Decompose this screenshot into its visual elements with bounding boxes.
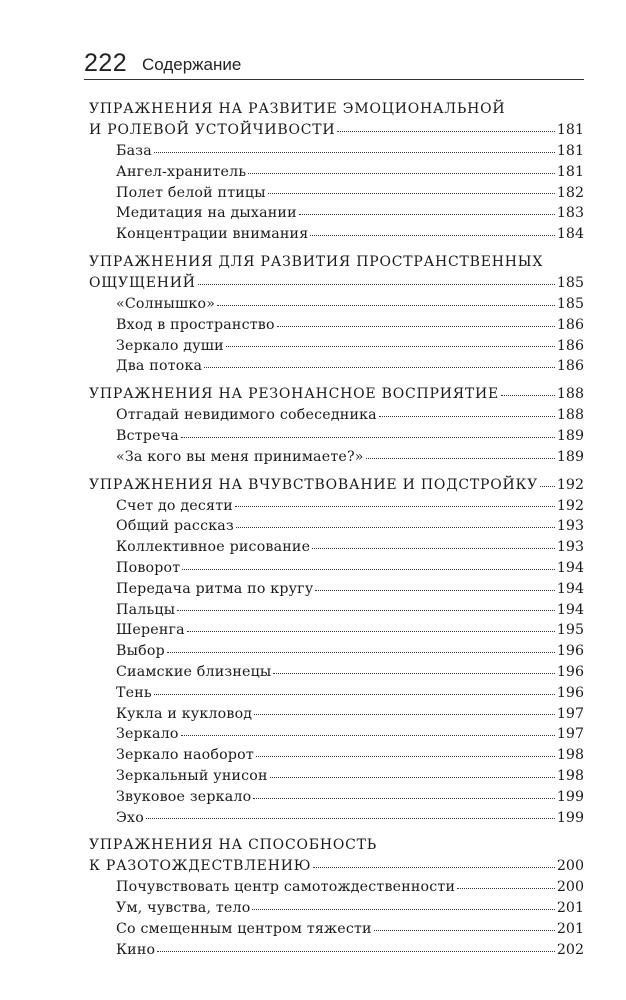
section-title: УПРАЖНЕНИЯ НА ВЧУВСТВОВАНИЕ И ПОДСТРОЙКУ [89, 476, 539, 493]
toc-section [89, 252, 584, 377]
entry-page-number: 181 [556, 163, 584, 180]
entry-title: Зеркальный унисон [116, 767, 268, 784]
dot-leader [313, 867, 555, 868]
section-title: ОЩУЩЕНИЙ [89, 274, 196, 291]
entry-page-number: 189 [556, 448, 584, 465]
entry-page-number: 194 [556, 601, 584, 618]
entry-page-number: 186 [556, 337, 584, 354]
entry-title: Тень [116, 684, 152, 701]
section-title: УПРАЖНЕНИЯ НА РЕЗОНАНСНОЕ ВОСПРИЯТИЕ [89, 386, 500, 403]
entry-page-number: 198 [556, 747, 584, 764]
entry-page-number: 197 [556, 705, 584, 722]
entry-page-number: 201 [556, 920, 584, 937]
entry-title: Пальцы [116, 601, 176, 618]
dot-leader [248, 173, 555, 174]
section-title: УПРАЖНЕНИЯ НА СПОСОБНОСТЬ [89, 837, 377, 854]
section-heading-line [89, 273, 584, 294]
toc-section [89, 475, 584, 829]
section-page-number: 185 [556, 274, 584, 291]
entry-page-number: 196 [556, 684, 584, 701]
page-header [84, 49, 584, 81]
entry-title: Звуковое зеркало [116, 788, 252, 805]
entry-page-number: 199 [556, 788, 584, 805]
entry-title: Кино [116, 941, 156, 958]
entry-page-number: 198 [556, 767, 584, 784]
entry-title: Передача ритма по кругу [116, 580, 314, 597]
toc-entry [89, 600, 584, 621]
dot-leader [167, 652, 555, 653]
entry-title: Выбор [116, 643, 165, 660]
toc-entry [89, 745, 584, 766]
toc-entry [89, 224, 584, 245]
dot-leader [310, 235, 555, 236]
dot-leader [540, 486, 555, 487]
dot-leader [270, 777, 555, 778]
toc-entry [89, 162, 584, 183]
entry-title: Полет белой птицы [116, 184, 266, 201]
entry-title: Зеркало [116, 726, 179, 743]
toc-entry [89, 405, 584, 426]
dot-leader [235, 506, 555, 507]
dot-leader [187, 631, 555, 632]
dot-leader [337, 131, 555, 132]
entry-page-number: 199 [556, 809, 584, 826]
toc-entry [89, 516, 584, 537]
toc-entry [89, 704, 584, 725]
dot-leader [181, 735, 555, 736]
dot-leader [374, 930, 555, 931]
entry-title: Со смещенным центром тяжести [116, 920, 372, 937]
entry-title: Отгадай невидимого собеседника [116, 407, 377, 424]
entry-page-number: 196 [556, 643, 584, 660]
section-heading-line [89, 384, 584, 405]
entry-title: Поворот [116, 559, 181, 576]
entry-page-number: 186 [556, 316, 584, 333]
toc-entry [89, 315, 584, 336]
entry-page-number: 201 [556, 900, 584, 917]
dot-leader [254, 714, 555, 715]
entry-title: Медитация на дыхании [116, 205, 297, 222]
entry-title: Общий рассказ [116, 518, 234, 535]
section-heading-line [89, 856, 584, 877]
toc-entry [89, 641, 584, 662]
section-heading-line [89, 835, 584, 856]
section-page-number: 200 [556, 858, 584, 875]
entry-title: Ум, чувства, тело [116, 900, 251, 917]
toc-entry [89, 683, 584, 704]
dot-leader [277, 326, 555, 327]
toc-entry [89, 940, 584, 961]
toc-entry [89, 724, 584, 745]
toc-entry [89, 877, 584, 898]
entry-title: Два потока [116, 358, 203, 375]
section-heading-line [89, 252, 584, 273]
entry-page-number: 189 [556, 427, 584, 444]
dot-leader [256, 756, 555, 757]
entry-title: «Солнышко» [116, 295, 216, 312]
entry-title: Почувствовать центр самотождественности [116, 879, 456, 896]
dot-leader [146, 818, 555, 819]
dot-leader [273, 673, 555, 674]
entry-title: Эхо [116, 809, 144, 826]
dot-leader [226, 346, 555, 347]
dot-leader [181, 437, 555, 438]
entry-page-number: 183 [556, 205, 584, 222]
toc-entry [89, 183, 584, 204]
toc-entry [89, 558, 584, 579]
entry-page-number: 197 [556, 726, 584, 743]
entry-page-number: 192 [556, 497, 584, 514]
dot-leader [154, 694, 555, 695]
dot-leader [501, 395, 555, 396]
dot-leader [268, 193, 555, 194]
dot-leader [252, 909, 554, 910]
entry-title: Зеркало души [116, 337, 224, 354]
toc-entry [89, 203, 584, 224]
section-heading-line [89, 99, 584, 120]
entry-title: Встреча [116, 427, 179, 444]
toc-section [89, 99, 584, 245]
section-title: УПРАЖНЕНИЯ ДЛЯ РАЗВИТИЯ ПРОСТРАНСТВЕННЫХ [89, 253, 544, 270]
entry-title: Зеркало наоборот [116, 747, 254, 764]
toc-entry [89, 808, 584, 829]
entry-page-number: 194 [556, 559, 584, 576]
section-page-number: 188 [556, 386, 584, 403]
toc-entry [89, 537, 584, 558]
entry-page-number: 195 [556, 622, 584, 639]
entry-title: Концентрации внимания [116, 226, 309, 243]
entry-page-number: 193 [556, 518, 584, 535]
toc-entry [89, 294, 584, 315]
entry-title: Коллективное рисование [116, 539, 311, 556]
dot-leader [236, 527, 555, 528]
entry-page-number: 186 [556, 358, 584, 375]
section-heading-line [89, 120, 584, 141]
header-rule [84, 79, 584, 80]
toc-entry [89, 336, 584, 357]
dot-leader [154, 152, 555, 153]
toc-entry [89, 496, 584, 517]
toc-entry [89, 766, 584, 787]
section-page-number: 181 [556, 122, 584, 138]
toc-entry [89, 898, 584, 919]
entry-page-number: 200 [556, 879, 584, 896]
entry-title: Сиамские близнецы [116, 663, 272, 680]
dot-leader [198, 284, 555, 285]
entry-page-number: 202 [556, 941, 584, 958]
toc-entry [89, 579, 584, 600]
dot-leader [366, 458, 555, 459]
entry-page-number: 181 [556, 143, 584, 159]
toc-entry [89, 919, 584, 940]
section-page-number: 192 [556, 476, 584, 493]
toc-section [89, 384, 584, 467]
dot-leader [253, 798, 555, 799]
page-number: 222 [84, 49, 128, 77]
entry-title: Вход в пространство [116, 316, 275, 333]
dot-leader [157, 951, 555, 952]
toc-entry [89, 787, 584, 808]
section-title: УПРАЖНЕНИЯ НА РАЗВИТИЕ ЭМОЦИОНАЛЬНОЙ [89, 101, 506, 117]
entry-title: База [116, 143, 152, 159]
entry-title: Ангел-хранитель [116, 163, 247, 180]
section-heading-line [89, 475, 584, 496]
toc-entry [89, 426, 584, 447]
entry-page-number: 184 [556, 226, 584, 243]
dot-leader [177, 610, 555, 611]
section-title: И РОЛЕВОЙ УСТОЙЧИВОСТИ [89, 122, 336, 138]
dot-leader [204, 367, 555, 368]
section-title: К РАЗОТОЖДЕСТВЛЕНИЮ [89, 858, 312, 875]
toc-entry [89, 662, 584, 683]
entry-page-number: 193 [556, 539, 584, 556]
entry-title: «За кого вы меня принимаете?» [116, 448, 364, 465]
entry-title: Кукла и кукловод [116, 705, 253, 722]
dot-leader [457, 888, 555, 889]
toc-entry [89, 620, 584, 641]
dot-leader [217, 305, 555, 306]
entry-page-number: 188 [556, 407, 584, 424]
entry-title: Шеренга [116, 622, 185, 639]
table-of-contents [89, 99, 584, 968]
toc-section [89, 835, 584, 960]
toc-entry [89, 447, 584, 468]
entry-page-number: 196 [556, 663, 584, 680]
dot-leader [379, 416, 555, 417]
dot-leader [312, 548, 555, 549]
dot-leader [299, 214, 555, 215]
entry-page-number: 194 [556, 580, 584, 597]
running-title: Содержание [142, 55, 242, 74]
toc-entry [89, 356, 584, 377]
dot-leader [182, 569, 555, 570]
dot-leader [315, 590, 555, 591]
entry-page-number: 185 [556, 295, 584, 312]
entry-page-number: 182 [556, 184, 584, 201]
toc-entry [89, 141, 584, 162]
entry-title: Счет до десяти [116, 497, 233, 514]
